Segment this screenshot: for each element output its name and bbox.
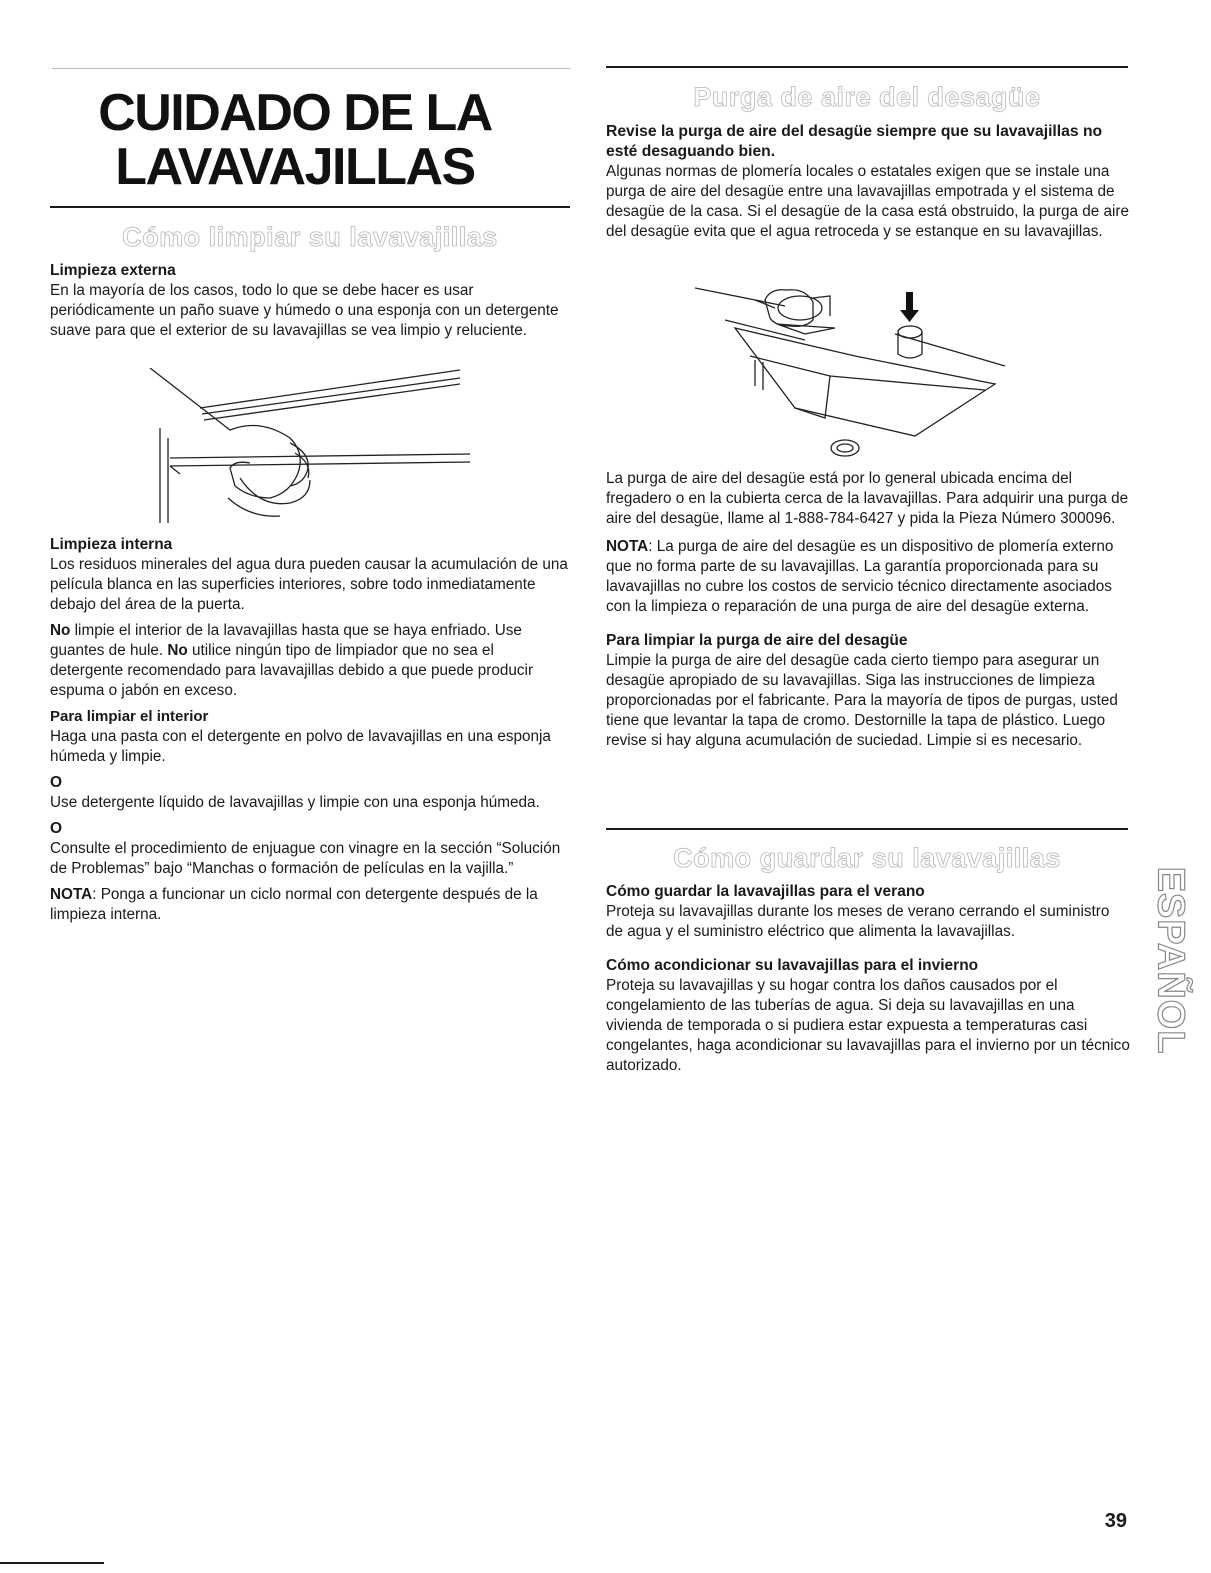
right-note-text: : La purga de aire del desagüe es un dispositivo de plomería externo que no forma parte de su lavavajillas. La garantía proporcionada para su lavavajillas no cubre los costos de servicio técnico directamente asociados con la limpieza o reparación de una purga de aire del desagüe externa. bbox=[606, 538, 1114, 615]
top-left-rule bbox=[52, 68, 570, 69]
section-heading-storage: Cómo guardar su lavavajillas bbox=[673, 843, 1061, 873]
exterior-heading: Limpieza externa bbox=[50, 262, 176, 279]
air-gap-clean-text: Limpie la purga de aire del desagüe cada cierto tiempo para asegurar un desagüe apropiado de su lavavajillas. Siga las instrucciones de limpieza proporcionadas por el fabricante. Para la mayoría de tipos de purgas, usted tiene que levantar la tapa de cromo. Destornille la tapa de plástico. Luego revise si hay alguna acumulación de suciedad. Limpie si es necesario. bbox=[606, 652, 1118, 749]
language-side-tab-label: ESPAÑOL bbox=[1149, 866, 1192, 1054]
right-note-label: NOTA bbox=[606, 538, 649, 555]
storage-block bbox=[606, 882, 1130, 1076]
liquid-detergent-text: Use detergente líquido de lavavajillas y limpie con una esponja húmeda. bbox=[50, 794, 540, 811]
no-label-2: No bbox=[167, 642, 188, 659]
page-number: 39 bbox=[1104, 1510, 1127, 1532]
air-gap-details-block bbox=[606, 469, 1130, 751]
air-gap-check-text: Algunas normas de plomería locales o estatales exigen que se instale una purga de aire del desagüe entre una lavavajillas empotrada y el sistema de desagüe de la casa. Si el desagüe de la casa está obstruido, la purga de aire del desagüe evita que el agua retroceda y se estanque en su lavavajillas. bbox=[606, 163, 1129, 240]
exterior-cleaning-block bbox=[50, 261, 570, 341]
language-side-tab bbox=[1150, 805, 1190, 1115]
vinegar-rinse-text: Consulte el procedimiento de enjuague con vinagre en la sección “Solución de Problemas” bajo “Manchas o formación de películas en la vajilla.” bbox=[50, 840, 561, 877]
interior-procedure-heading: Para limpiar el interior bbox=[50, 708, 209, 725]
section-heading-cleaning: Cómo limpiar su lavavajillas bbox=[122, 222, 498, 252]
air-gap-block bbox=[606, 122, 1130, 242]
right-storage-rule bbox=[606, 828, 1128, 830]
or-label-2: O bbox=[50, 820, 63, 837]
interior-text: Los residuos minerales del agua dura pueden causar la acumulación de una película blanca en las superficies interiores, sobre todo inmediatamente debajo del área de la puerta. bbox=[50, 556, 568, 613]
left-section-rule bbox=[50, 206, 570, 208]
right-note bbox=[606, 537, 1130, 617]
interior-cleaning-block bbox=[50, 535, 570, 925]
warning-text-2: utilice ningún tipo de limpiador que no sea el detergente recomendado para lavavajillas debido a que puede producir espuma o jabón en exceso. bbox=[50, 642, 534, 699]
winter-storage-text: Proteja su lavavajillas y su hogar contra los daños causados por el congelamiento de las tuberías de agua. Si deja su lavavajillas en una vivienda de temporada o si pudiera estar expuesta a temperaturas casi congelantes, haga acondicionar su lavavajillas para el invierno por un técnico autorizado. bbox=[606, 977, 1130, 1074]
right-top-rule bbox=[606, 66, 1128, 68]
warning-text-1: limpie el interior de la lavavajillas hasta que se haya enfriado. Use guantes de hule. bbox=[50, 622, 522, 659]
air-gap-check-heading: Revise la purga de aire del desagüe siempre que su lavavajillas no esté desaguando bien. bbox=[606, 123, 1103, 160]
page-title bbox=[60, 86, 530, 194]
air-gap-illustration bbox=[695, 268, 1015, 468]
air-gap-clean-heading: Para limpiar la purga de aire del desagüe bbox=[606, 632, 908, 649]
summer-storage-heading: Cómo guardar la lavavajillas para el verano bbox=[606, 883, 925, 900]
bottom-left-rule bbox=[0, 1562, 104, 1564]
winter-storage-heading: Cómo acondicionar su lavavajillas para el invierno bbox=[606, 957, 979, 974]
left-note bbox=[50, 885, 570, 925]
note-text: : Ponga a funcionar un ciclo normal con detergente después de la limpieza interna. bbox=[50, 886, 538, 923]
summer-storage-text: Proteja su lavavajillas durante los meses de verano cerrando el suministro de agua y el suministro eléctrico que alimenta la lavavajillas. bbox=[606, 903, 1110, 940]
interior-warning bbox=[50, 621, 570, 701]
page-title-line1: CUIDADO DE LA bbox=[98, 84, 492, 142]
note-label: NOTA bbox=[50, 886, 93, 903]
air-gap-location-text: La purga de aire del desagüe está por lo general ubicada encima del fregadero o en la cubierta cerca de la lavavajillas. Para adquirir una purga de aire del desagüe, llame al 1-888-784-6427 y pida la Pieza Número 300096. bbox=[606, 470, 1129, 527]
no-label-1: No bbox=[50, 622, 71, 639]
exterior-text: En la mayoría de los casos, todo lo que se debe hacer es usar periódicamente un paño suave y húmedo o una esponja con un detergente suave para que el exterior de su lavavajillas se vea limpio y reluciente. bbox=[50, 282, 559, 339]
exterior-cleaning-illustration bbox=[140, 368, 480, 528]
page-title-line2: LAVAVAJILLAS bbox=[115, 138, 475, 196]
or-label-1: O bbox=[50, 774, 63, 791]
interior-procedure-text: Haga una pasta con el detergente en polvo de lavavajillas en una esponja húmeda y limpie. bbox=[50, 728, 551, 765]
interior-heading: Limpieza interna bbox=[50, 536, 173, 553]
section-heading-air-gap: Purga de aire del desagüe bbox=[693, 82, 1041, 112]
